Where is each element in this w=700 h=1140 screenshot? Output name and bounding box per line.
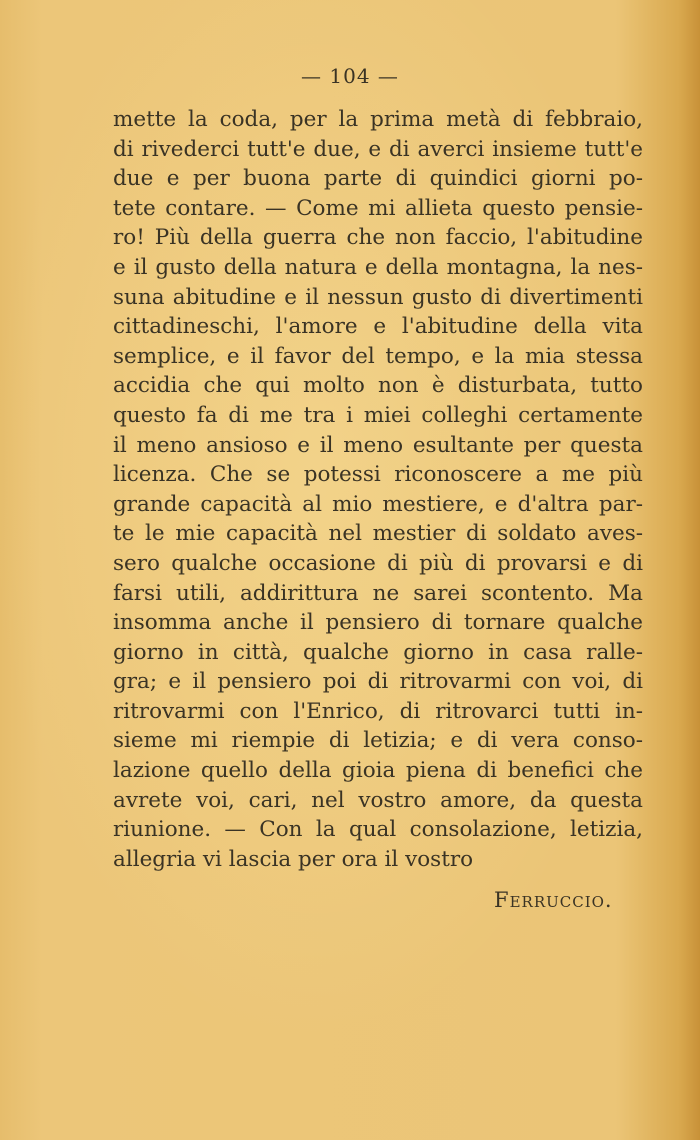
text-line: suna abitudine e il nessun gusto di divertimenti (113, 284, 643, 310)
text-line: ro! Più della guerra che non faccio, l'abitudine (113, 225, 643, 251)
body-text (113, 105, 643, 874)
text-line: gra; e il pensiero poi di ritrovarmi con voi, di (113, 669, 643, 695)
text-line: te le mie capacità nel mestier di soldato aves- (113, 521, 643, 547)
text-line: questo fa di me tra i miei colleghi certamente (113, 402, 643, 428)
text-line: cittadineschi, l'amore e l'abitudine della vita (113, 314, 643, 340)
text-line: sero qualche occasione di più di provarsi e di (113, 550, 643, 576)
text-line: semplice, e il favor del tempo, e la mia stessa (113, 343, 643, 369)
text-line: insomma anche il pensiero di tornare qualche (113, 610, 643, 636)
text-line: farsi utili, addirittura ne sarei scontento. Ma (113, 580, 643, 606)
text-line: licenza. Che se potessi riconoscere a me più (113, 462, 643, 488)
signature: Ferruccio. (494, 888, 613, 912)
text-line: allegria vi lascia per ora il vostro (113, 846, 474, 872)
text-line: sieme mi riempie di letizia; e di vera conso- (113, 728, 643, 754)
page-number: — 104 — (301, 64, 399, 88)
text-line: il meno ansioso e il meno esultante per questa (113, 432, 643, 458)
text-line: e il gusto della natura e della montagna, la nes- (113, 254, 643, 280)
text-line: lazione quello della gioia piena di benefici che (113, 758, 643, 784)
text-line: riunione. — Con la qual consolazione, letizia, (113, 817, 643, 843)
text-line: ritrovarmi con l'Enrico, di ritrovarci tutti in- (113, 698, 643, 724)
text-line: di rivederci tutt'e due, e di averci insieme tutt'e (113, 136, 643, 162)
text-line: grande capacità al mio mestiere, e d'altra par- (113, 491, 643, 517)
text-line: avrete voi, cari, nel vostro amore, da questa (113, 787, 643, 813)
text-line: giorno in città, qualche giorno in casa ralle- (113, 639, 643, 665)
text-line: due e per buona parte di quindici giorni po- (113, 166, 643, 192)
text-line: tete contare. — Come mi allieta questo pensie- (113, 195, 643, 221)
text-line: accidia che qui molto non è disturbata, tutto (113, 373, 643, 399)
text-line: mette la coda, per la prima metà di febbraio, (113, 107, 643, 132)
